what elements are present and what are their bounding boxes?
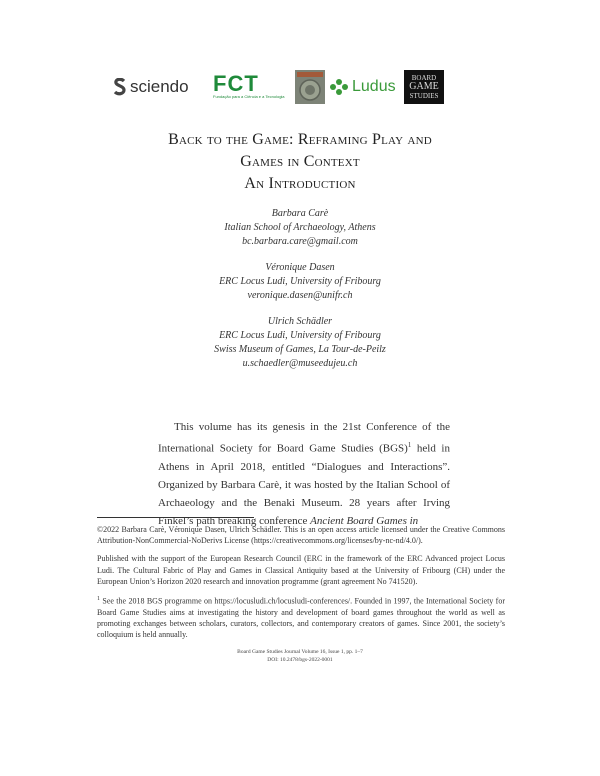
footnote-ref[interactable]: 1 bbox=[407, 441, 412, 449]
sciendo-s-icon bbox=[113, 78, 127, 96]
fct-subtitle: Fundação para a Ciência e a Tecnologia bbox=[213, 94, 285, 99]
ludus-dots-icon bbox=[329, 78, 349, 96]
copyright-note: ©2022 Barbara Carè, Véronique Dasen, Ulrich Schädler. This is an open access article licensed under the Creative Commons Attribution-NonCommercial-NoDerivs License (https://creativecommons.org/licenses/by-nc-nd/4.0/). bbox=[97, 525, 505, 546]
footnote-divider bbox=[97, 517, 254, 518]
institution-photo bbox=[295, 70, 325, 104]
sciendo-wordmark: sciendo bbox=[130, 77, 189, 96]
title-line-1: Back to the Game: Reframing Play and bbox=[168, 131, 432, 148]
book-title: Ancient Board Games in bbox=[310, 514, 419, 527]
paragraph-text-cont: held in Athens in April 2018, entitled “Dialogues and Interactions”. Organized by Barbara Carè, it was hosted by the Italian School of Archaeology and the Benaki Museum. 28 years after Irving Finkel’s path breaking conference bbox=[158, 442, 450, 527]
intro-paragraph bbox=[158, 418, 450, 530]
seal-image bbox=[295, 70, 325, 104]
author-block bbox=[0, 315, 600, 371]
author-block bbox=[0, 207, 600, 249]
title-line-3: An Introduction bbox=[244, 175, 356, 192]
logo-bar bbox=[113, 70, 443, 104]
author-email: veronique.dasen@unifr.ch bbox=[247, 290, 353, 301]
author-affiliation: ERC Locus Ludi, University of Fribourg bbox=[219, 276, 381, 287]
sciendo-logo bbox=[113, 70, 203, 104]
author-email: u.schaedler@museedujeu.ch bbox=[242, 358, 358, 369]
author-affiliation-2: Swiss Museum of Games, La Tour-de-Peilz bbox=[214, 344, 386, 355]
author-email: bc.barbara.care@gmail.com bbox=[242, 236, 358, 247]
footnote-mark: 1 bbox=[97, 596, 100, 603]
footnotes bbox=[97, 524, 505, 640]
footnote-1 bbox=[97, 594, 505, 640]
funding-note: Published with the support of the European Research Council (ERC in the framework of the ERC Advanced project Locus Ludi. The Cultural Fabric of Play and Games in Classical Antiquity based at the University of Fribourg (CH) under the European Union’s Horizon 2020 research and innovation programme (grant agreement No 741520). bbox=[97, 554, 505, 586]
fct-logo bbox=[213, 70, 301, 104]
journal-citation: Board Game Studies Journal Volume 16, Issue 1, pp. 1–7 bbox=[237, 649, 363, 655]
body-text bbox=[158, 418, 450, 530]
author-name: Véronique Dasen bbox=[265, 262, 335, 273]
board-game-studies-logo bbox=[404, 70, 444, 104]
doi: DOI: 10.2478/bgs-2022-0001 bbox=[267, 657, 333, 663]
paragraph-text: This volume has its genesis in the 21st Conference of the International Society for Board Game Studies (BGS) bbox=[158, 421, 450, 455]
bgs-line-3: STUDIES bbox=[409, 92, 439, 100]
author-list bbox=[0, 207, 600, 383]
author-affiliation: ERC Locus Ludi, University of Fribourg bbox=[219, 330, 381, 341]
page-footer bbox=[0, 648, 600, 664]
article-title bbox=[0, 129, 600, 195]
author-block bbox=[0, 261, 600, 303]
author-name: Barbara Carè bbox=[271, 208, 329, 219]
ludus-logo bbox=[329, 70, 401, 104]
bgs-line-2: GAME bbox=[409, 81, 439, 92]
fct-wordmark: FCT bbox=[213, 71, 259, 96]
author-name: Ulrich Schädler bbox=[267, 316, 333, 327]
footnote-text: See the 2018 BGS programme on https://locusludi.ch/locusludi-conferences/. Founded in 1997, the International Society for Board Game Studies aims at investigating the history and development of board games throughout the world as well as promoting exchanges between scholars, curators, collectors, and contemporary creators of games. Since 2001, the society’s colloquium is held annually. bbox=[97, 596, 505, 640]
bgs-line-1: BOARD bbox=[411, 74, 437, 82]
author-affiliation: Italian School of Archaeology, Athens bbox=[224, 222, 376, 233]
title-line-2: Games in Context bbox=[240, 153, 360, 170]
ludus-wordmark: Ludus bbox=[352, 78, 396, 95]
